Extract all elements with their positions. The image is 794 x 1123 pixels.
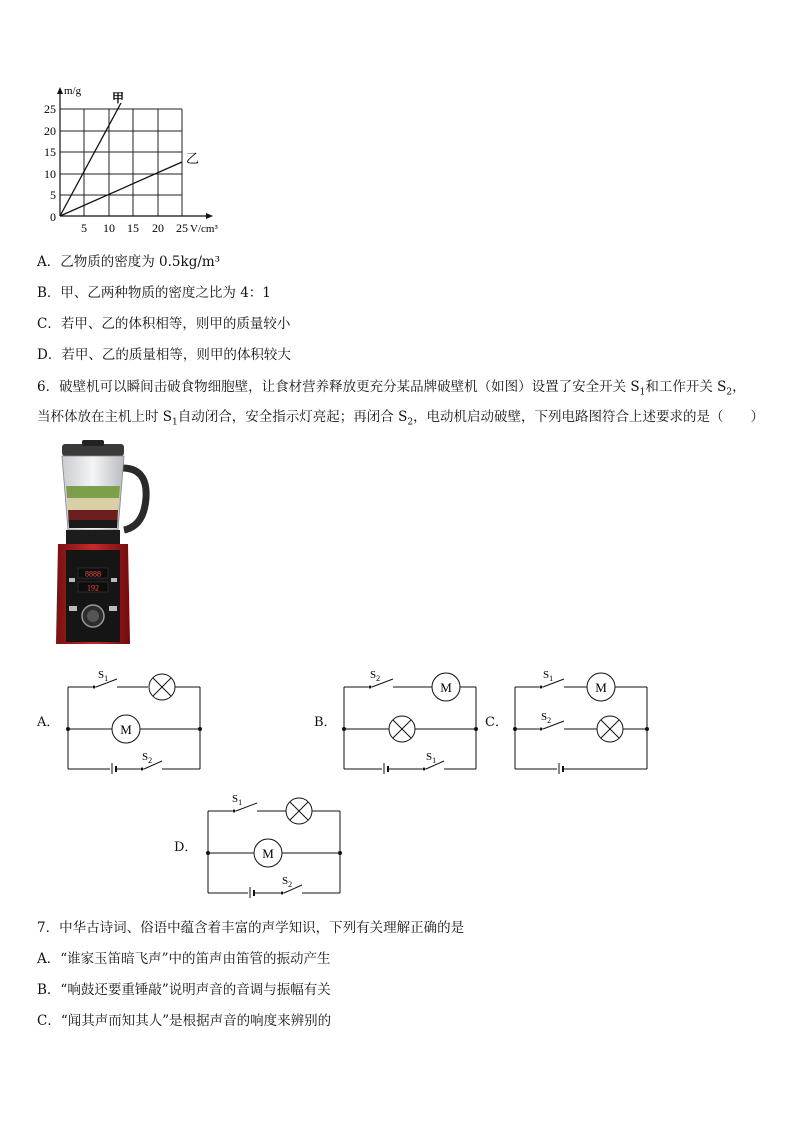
circuit-b-s2: $S_2$	[370, 669, 381, 683]
x-tick: 5	[81, 221, 87, 235]
circuit-d-motor: M	[262, 846, 274, 861]
circuit-d	[202, 792, 347, 898]
x-tick: 25	[176, 221, 188, 235]
circuit-b-motor: M	[440, 680, 452, 695]
circuit-b-s1: $S_1$	[426, 751, 437, 765]
circuit-a-s2: $S_2$	[142, 751, 153, 765]
label-yi: 乙	[186, 151, 200, 166]
x-tick: 15	[127, 221, 139, 235]
y-tick: 10	[44, 167, 56, 181]
circuit-c-s2: $S_2$	[541, 711, 552, 725]
circuit-a-motor: M	[120, 722, 132, 737]
circuit-c-label: C．	[485, 715, 508, 730]
x-tick: 10	[103, 221, 115, 235]
y-tick: 5	[50, 188, 56, 202]
circuit-d-s1: $S_1$	[232, 793, 243, 807]
label-jia: 甲	[112, 91, 125, 105]
circuit-a	[62, 668, 207, 774]
q7-stem: 7．中华古诗词、俗语中蕴含着丰富的声学知识，下列有关理解正确的是	[37, 920, 465, 936]
line-jia	[60, 103, 121, 216]
circuit-d-label: D．	[174, 840, 198, 855]
q7-option-c: C．“闻其声而知其人”是根据声音的响度来辨别的	[37, 1013, 332, 1029]
circuit-d-s2: $S_2$	[282, 875, 293, 889]
circuit-b-label: B．	[314, 715, 337, 730]
mass-volume-graph	[30, 84, 235, 239]
blender-image	[52, 438, 152, 650]
circuit-a-s1: $S_1$	[98, 669, 109, 683]
blender-display-2: 192	[87, 583, 99, 593]
circuit-c-s1: $S_1$	[543, 669, 554, 683]
circuit-c-motor: M	[595, 680, 607, 695]
q5-option-a: A．乙物质的密度为 0.5kg/m³	[37, 254, 221, 270]
q7-option-a: A．“谁家玉笛暗飞声”中的笛声由笛管的振动产生	[37, 951, 331, 967]
blender-display-1: 8888	[85, 569, 101, 579]
circuit-b	[338, 668, 483, 774]
line-yi	[60, 162, 182, 216]
y-tick: 15	[44, 145, 56, 159]
circuit-a-label: A．	[37, 715, 60, 730]
y-tick: 25	[44, 102, 56, 116]
y-tick: 0	[50, 210, 56, 224]
y-axis-label: m/g	[64, 85, 82, 97]
q6-stem-line2: 当杯体放在主机上时 $S_1$自动闭合，安全指示灯亮起；再闭合 $S_2$，电动机启动破壁，下列电路图符合上述要求的是（ ）	[37, 409, 765, 428]
graph-grid	[60, 109, 182, 216]
q5-option-d: D．若甲、乙的质量相等，则甲的体积较大	[37, 347, 291, 363]
y-tick: 20	[44, 124, 56, 138]
q7-option-b: B．“响鼓还要重锤敲”说明声音的音调与振幅有关	[37, 982, 331, 998]
x-axis-label: V/cm³	[190, 223, 218, 235]
circuit-c	[509, 668, 654, 774]
q5-option-b: B．甲、乙两种物质的密度之比为 4：1	[37, 285, 271, 301]
x-tick: 20	[152, 221, 164, 235]
q5-option-c: C．若甲、乙的体积相等，则甲的质量较小	[37, 316, 291, 332]
q6-stem-line1: 6．破壁机可以瞬间击破食物细胞壁，让食材营养释放更充分某品牌破壁机（如图）设置了安全开关 $S_1$和工作开关 $S_2$，	[37, 379, 746, 398]
